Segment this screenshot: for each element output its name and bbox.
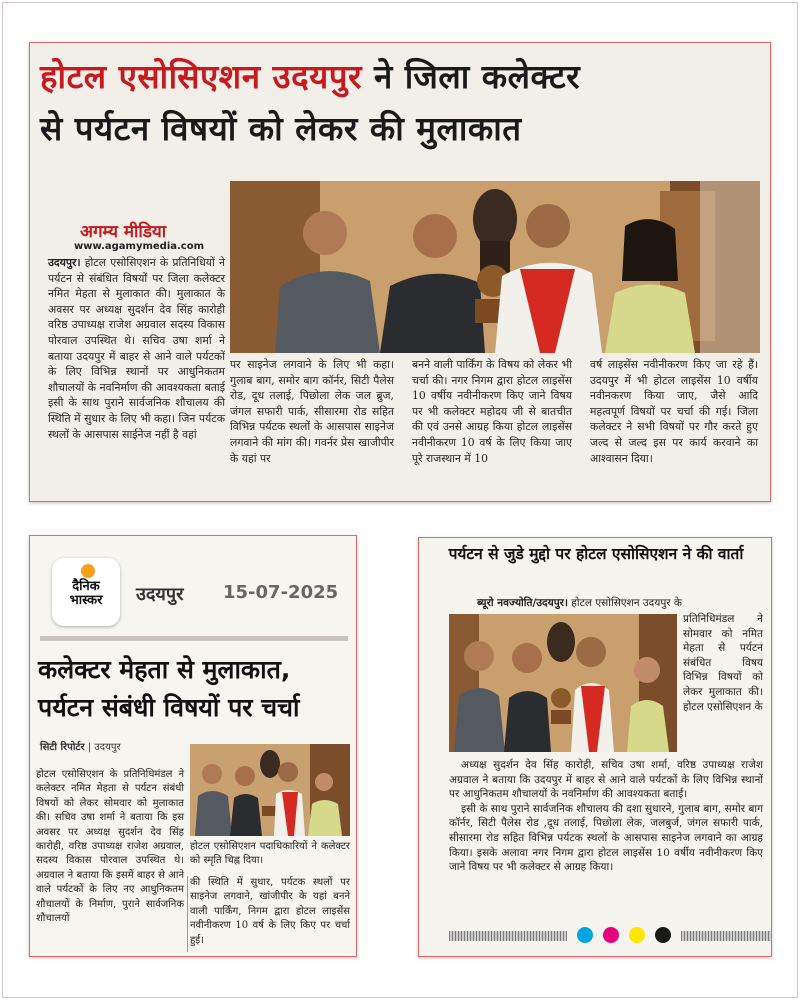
- news-clipping-navjyoti: [418, 537, 772, 957]
- article-body: [449, 758, 763, 875]
- black-registration-mark: [655, 927, 671, 943]
- article-column-4: वर्ष लाइसेंस नवीनीकरण किए जा रहे हैं। उदयपुर में भी होटल लाइसेंस 10 वर्षीय नवीनकरण किया जाए, जैसे आदि महत्वपूर्ण विषयों पर चर्चा की गई। जिला कलेक्टर ने सभी विषयों पर गौर करते हुए जल्द से जल्द इस पर कार्य करवाने का आश्वासन दिया।: [590, 358, 758, 465]
- meeting-photo: [190, 744, 350, 836]
- headline-red-part: होटल एसोसिएशन उदयपुर: [40, 57, 363, 96]
- print-registration-bar: [449, 926, 772, 946]
- meeting-photo: [230, 181, 760, 353]
- article-column-2: पर साइनेज लगवाने के लिए भी कहा। गुलाब बाग, समोर बाग कॉर्नर, सिटी पैलेस रोड, दूध तलाई, पिछोला लेक जल ब्रुज, जंगल सफारी पार्क, सीसारमा रोड सहित विभिन्न पर्यटक स्थलों के आसपास साइनेज लगवाने की मांग की। गवर्नर प्रेस खाजीपीर के यहां पर: [230, 358, 394, 465]
- body-paragraph-1: अध्यक्ष सुदर्शन देव सिंह कारोही, सचिव उषा शर्मा, वरिष्ठ उपाध्यक्ष राजेश अग्रवाल ने बताया कि उदयपुर में बाहर से आने वाले पर्यटकों के लिए विभिन्न स्थानों पर आधुनिकतम शौचालयों के नवनिर्माण की आवश्यकता बताई।: [449, 759, 763, 801]
- body-paragraph-2: इसी के साथ पुराने सार्वजनिक शौचालय की दशा सुधारने, गुलाब बाग, समोर बाग कॉर्नर, सिटी पैलेस रोड ,दूध तलाई, पिछोला लेक, जलबुर्ज, जंगल सफारी पार्क, सीसारमा रोड सहित विभिन्न पर्यटक स्थलों के आसपास साइनेज लगवाने का आग्रह किया। इसके अलावा नगर निगम द्वारा होटल लाइसेंस 10 वर्षीय नवीनीकरण किए जाने विषय पर भी कलेक्टर से आग्रह किया।: [449, 802, 763, 874]
- news-clipping-dainik-bhaskar: [29, 535, 357, 957]
- agamy-media-logo: अगम्य मीडिया: [80, 222, 167, 242]
- meeting-photo: [449, 614, 677, 752]
- logo-text: दैनिक भास्कर: [69, 579, 103, 608]
- article-column-3: बनने वाली पार्किंग के विषय को लेकर भी चर्चा की। नगर निगम द्वारा होटल लाइसेंस 10 वर्षीय नवीनीकरण किए जाने विषय पर भी कलेक्टर महोदय जी से बातचीत की एवं उनसे आग्रह किया होटल लाइसेंस नवीनीकरण 10 वर्ष के लिए किया जाए पूरे राजस्थान में 10: [412, 358, 572, 465]
- reporter-byline: [40, 739, 121, 753]
- reporter-city: | उदयपुर: [87, 742, 121, 753]
- dainik-bhaskar-logo: [52, 558, 120, 626]
- meeting-photo-illustration: [449, 614, 677, 752]
- reporter-label: सिटी रिपोर्टर: [40, 742, 85, 753]
- agamy-media-url: www.agamymedia.com: [74, 241, 205, 252]
- article-column-1: [48, 255, 225, 442]
- headline-line1-rest: ने जिला कलेक्टर: [362, 57, 581, 96]
- registration-strip-left: [449, 931, 567, 941]
- header-strip: [40, 636, 348, 641]
- cyan-registration-mark: [577, 927, 593, 943]
- clipping-headline: कलेक्टर मेहता से मुलाकात, पर्यटन संबंधी विषयों पर चर्चा: [38, 655, 300, 722]
- registration-strip-right: [681, 931, 771, 941]
- bureau-byline: ब्यूरो नवज्योति/उदयपुर।: [477, 597, 568, 609]
- edition-date: 15-07-2025: [223, 582, 339, 603]
- yellow-registration-mark: [629, 927, 645, 943]
- sun-icon: [81, 564, 95, 578]
- photo-caption: होटल एसोसिएशन पदाधिकारियों ने कलेक्टर को स्मृति चिह्न दिया।: [190, 841, 350, 866]
- clipping-headline: [40, 51, 760, 155]
- clipping-headline: पर्यटन से जुडे मुद्दो पर होटल एसोसिएशन ने की वार्ता: [448, 545, 744, 563]
- meeting-photo-illustration: [230, 181, 760, 353]
- magenta-registration-mark: [603, 927, 619, 943]
- article-side-column: प्रतिनिधिमंडल ने सोमवार को नमित मेहता से पर्यटन संबंधित विषय विभिन्न विषयों को लेकर मुलाकात की। होटल एसोसिएशन के: [683, 613, 763, 713]
- edition-city: उदयपुर: [136, 584, 184, 605]
- article-column-1: होटल एसोसिएशन के प्रतिनिधिमंडल ने कलेक्टर नमित मेहता से पर्यटन संबंधी विषयों को लेकर सोमवार को मुलाकात की। सचिव उषा शर्मा ने बताया कि इस अवसर पर अध्यक्ष सुदर्शन देव सिंह कारोही, वरिष्ठ उपाध्यक्ष राजेश अग्रवाल, सदस्य विकास पोरवाल उपस्थित थे। अग्रवाल ने बताया कि इसमें बाहर से आने वाले पर्यटकों के लिए नए आधुनिकतम शौचालयों के निर्माण, पुराने सार्वजनिक शौचालयों: [36, 769, 184, 925]
- headline-line2: से पर्यटन विषयों को लेकर की मुलाकात: [40, 109, 522, 148]
- news-clipping-agamy-media: [29, 42, 771, 502]
- column-1-text: होटल एसोसिएशन के प्रतिनिधियों ने पर्यटन से संबंधित विषयों पर जिला कलेक्टर नमित मेहता से मुलाकात की। मुलाकात के अवसर पर अध्यक्ष सुदर्शन देव सिंह कारोही वरिष्ठ उपाध्यक्ष राजेश अग्रवाल सदस्य विकास पोरवाल उपस्थित थे। सचिव उषा शर्मा ने बताया उदयपुर में बाहर से आने वाले पर्यटकों के लिए विभिन्न स्थानों पर आधुनिकतम शौचालयों के नवनिर्माण की आवश्यकता बताई इसी के साथ पुराने सार्वजनिक शौचालय की स्थिति में सुधार के लिए भी कहा। जिन पर्यटक स्थलों के आसपास साईनेज नहीं है वहां: [48, 256, 225, 441]
- lead-text: होटल एसोसिएशन उदयपुर के: [567, 597, 682, 609]
- article-column-2: की स्थिति में सुधार, पर्यटक स्थलों पर साइनेज लगवाने, खांजीपीर के यहां बनने वाली पार्किंग, निगम द्वारा होटल लाइसेंस नवीनीकरण 10 वर्ष के लिए किए पर चर्चा हुई।: [190, 877, 350, 946]
- column-divider: [187, 876, 188, 952]
- meeting-photo-illustration: [190, 744, 350, 836]
- dateline: उदयपुर।: [48, 256, 81, 269]
- article-lead: [477, 596, 763, 611]
